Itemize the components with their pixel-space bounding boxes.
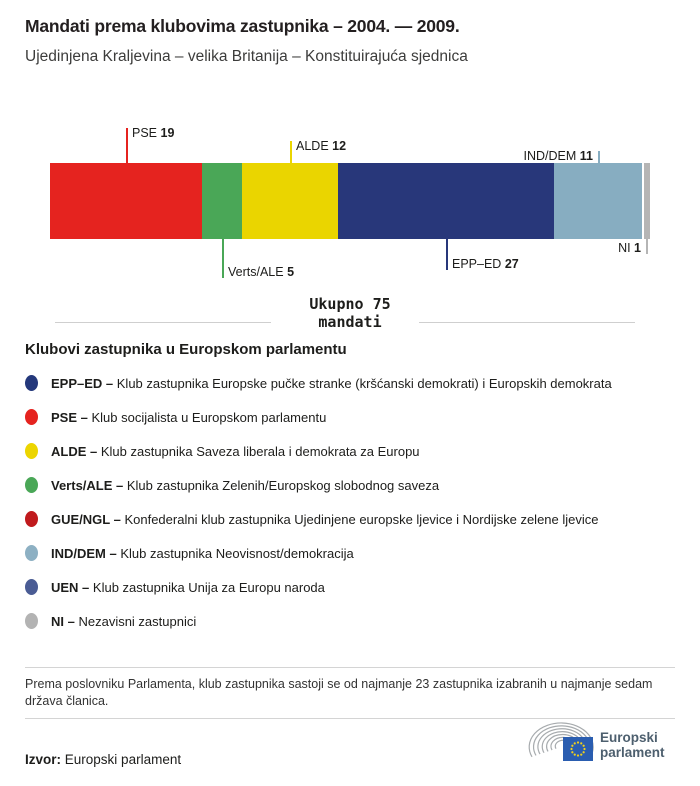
total-label	[0, 295, 700, 331]
legend-label: UEN – Klub zastupnika Unija za Europu naroda	[51, 579, 325, 595]
legend-row-verts-ale	[25, 468, 685, 502]
legend-label: NI – Nezavisni zastupnici	[51, 613, 197, 629]
callout-line-ni	[646, 239, 648, 254]
bar-segment-verts-ale	[202, 163, 242, 239]
european-parliament-logo	[528, 718, 688, 770]
legend-row-gue-ngl	[25, 502, 685, 536]
legend-list	[25, 366, 685, 638]
bar-segment-ind-dem	[554, 163, 642, 239]
callout-line-verts-ale	[222, 239, 224, 278]
legend-dot-icon	[25, 375, 38, 391]
legend-row-alde	[25, 434, 685, 468]
callout-label-verts-ale: Verts/ALE 5	[228, 265, 295, 279]
bar-segment-ni	[642, 163, 650, 239]
page-subtitle: Ujedinjena Kraljevina – velika Britanija – Konstituirajuća sjednica	[25, 48, 468, 65]
callout-label-ind-dem: IND/DEM 11	[523, 149, 593, 163]
eu-flag-icon	[563, 737, 593, 761]
callout-line-alde	[290, 141, 292, 163]
callout-line-ind-dem	[598, 151, 600, 163]
legend-dot-icon	[25, 409, 38, 425]
bar-segment-alde	[242, 163, 338, 239]
legend-dot-icon	[25, 613, 38, 629]
logo-text-line1: Europski	[600, 730, 658, 745]
source-line	[25, 752, 181, 767]
source-value-text: Europski parlament	[64, 752, 182, 767]
footnote-divider-top	[25, 667, 675, 668]
seat-distribution-chart	[0, 120, 700, 295]
total-line1: Ukupno 75	[309, 295, 391, 313]
legend-dot-icon	[25, 443, 38, 459]
legend-label: EPP–ED – Klub zastupnika Europske pučke stranke (kršćanski demokrati) i Europskih demokrata	[51, 375, 612, 391]
page-title: Mandati prema klubovima zastupnika – 2004. — 2009.	[25, 16, 460, 36]
callout-label-ni: NI 1	[618, 241, 641, 255]
legend-dot-icon	[25, 545, 38, 561]
total-divider-right	[419, 322, 635, 323]
legend-row-ni	[25, 604, 685, 638]
legend-dot-icon	[25, 579, 38, 595]
callout-label-alde: ALDE 12	[296, 139, 347, 153]
legend-row-epp-ed	[25, 366, 685, 400]
legend-row-uen	[25, 570, 685, 604]
callout-label-pse: PSE 19	[132, 126, 175, 140]
legend-label: ALDE – Klub zastupnika Saveza liberala i demokrata za Europu	[51, 443, 420, 459]
total-line2: mandati	[318, 313, 382, 331]
legend-row-ind-dem	[25, 536, 685, 570]
legend-label: Verts/ALE – Klub zastupnika Zelenih/Europskog slobodnog saveza	[51, 477, 440, 493]
stacked-bar	[50, 163, 650, 239]
logo-text-line2: parlament	[600, 745, 665, 760]
legend-label: PSE – Klub socijalista u Europskom parlamentu	[51, 409, 327, 425]
legend-row-pse	[25, 400, 685, 434]
footnote-text: Prema poslovniku Parlamenta, klub zastupnika sastoji se od najmanje 23 zastupnika izabranih u najmanje sedam država članica.	[25, 677, 653, 708]
callout-label-epp-ed: EPP–ED 27	[452, 257, 519, 271]
callout-line-pse	[126, 128, 128, 163]
legend-label: IND/DEM – Klub zastupnika Neovisnost/demokracija	[51, 545, 354, 561]
bar-segment-epp-ed	[338, 163, 554, 239]
callout-line-epp-ed	[446, 239, 448, 270]
source-label: Izvor:	[25, 752, 62, 767]
legend-dot-icon	[25, 511, 38, 527]
legend-label: GUE/NGL – Konfederalni klub zastupnika Ujedinjene europske ljevice i Nordijske zelene ljevice	[51, 511, 599, 527]
bar-segment-pse	[50, 163, 202, 239]
hemicycle-flag-icon	[528, 718, 598, 770]
legend-dot-icon	[25, 477, 38, 493]
logo-text	[600, 730, 665, 760]
legend-heading: Klubovi zastupnika u Europskom parlamentu	[25, 341, 347, 358]
